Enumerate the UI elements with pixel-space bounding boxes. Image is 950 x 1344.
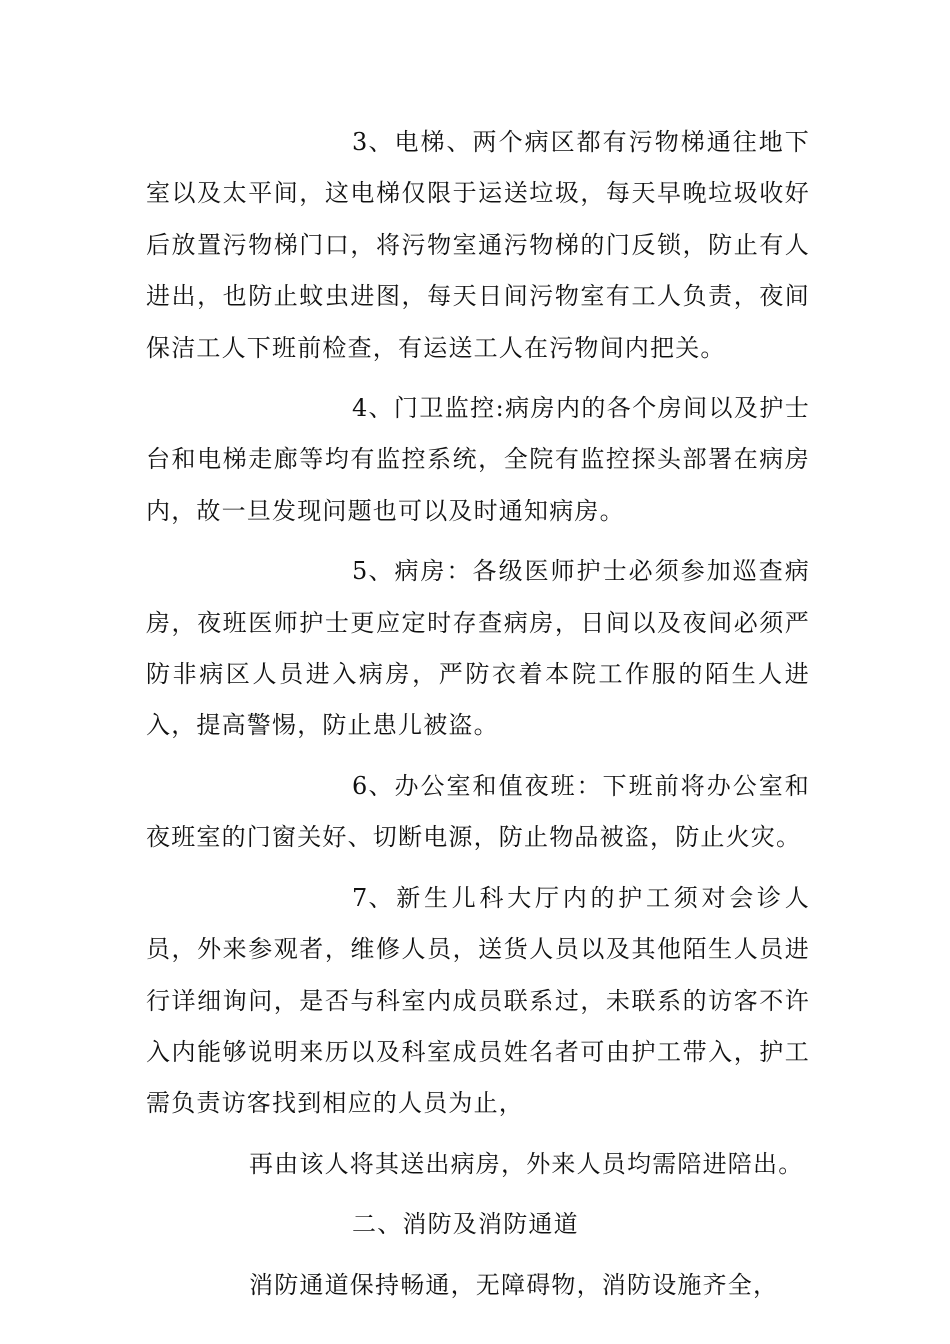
paragraph-text: 新生儿科大厅内的护工须对会诊人员，外来参观者，维修人员，送货人员以及其他陌生人员进行详细询问，是否与科室内成员联系过，未联系的访客不许入内能够说明来历以及科室成员姓名者可由护工带入，护工需负责访客找到相应的人员为止， [146, 883, 810, 1118]
paragraph-number: 3、 [352, 128, 394, 156]
paragraph-6 [146, 761, 810, 864]
paragraph-text: 电梯、两个病区都有污物梯通往地下室以及太平间，这电梯仅限于运送垃圾，每天早晚垃圾收好后放置污物梯门口，将污物室通污物梯的门反锁，防止有人进出，也防止蚊虫进图，每天日间污物室有工人负责，夜间保洁工人下班前检查，有运送工人在污物间内把关。 [146, 128, 810, 362]
paragraph-4 [146, 383, 810, 537]
paragraph-text: 办公室和值夜班：下班前将办公室和夜班室的门窗关好、切断电源，防止物品被盗，防止火灾。 [146, 771, 810, 852]
paragraph-3 [146, 117, 810, 374]
paragraph-7 [146, 873, 810, 1130]
section-body-line: 消防通道保持畅通，无障碍物，消防设施齐全， [249, 1270, 779, 1299]
section-heading [146, 1199, 810, 1250]
paragraph-number: 6、 [352, 771, 394, 800]
section-title: 消防及消防通道 [402, 1210, 579, 1239]
paragraph-text: 病房：各级医师护士必须参加巡查病房，夜班医师护士更应定时存查病房，日间以及夜间必须严防非病区人员进入病房，严防衣着本院工作服的陌生人进入，提高警惕，防止患儿被盗。 [146, 557, 810, 740]
paragraph-number: 4、 [352, 394, 394, 423]
paragraph-5 [146, 546, 810, 752]
continuation-paragraph: 再由该人将其送出病房，外来人员均需陪进陪出。 [249, 1149, 804, 1178]
section-number: 二、 [352, 1210, 403, 1239]
document-body [146, 117, 810, 1320]
paragraph-number: 7、 [352, 883, 394, 912]
paragraph-text: 门卫监控:病房内的各个房间以及护士台和电梯走廊等均有监控系统，全院有监控探头部署在病房内，故一旦发现问题也可以及时通知病房。 [146, 394, 810, 525]
paragraph-number: 5、 [352, 557, 394, 586]
